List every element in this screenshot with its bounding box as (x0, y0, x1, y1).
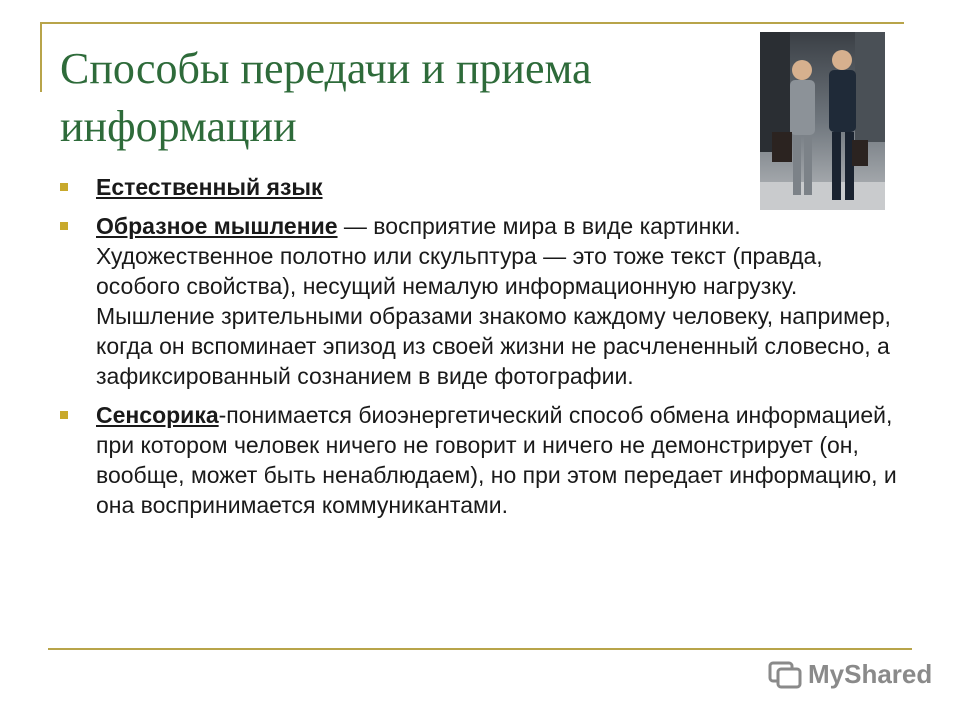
bullet-item-sensorics (58, 400, 898, 520)
myshared-watermark (768, 654, 932, 694)
left-divider (40, 22, 42, 92)
bullet-term: Естественный язык (96, 174, 323, 200)
bullet-term: Сенсорика (96, 402, 219, 428)
bullet-item-natural-language (58, 172, 898, 202)
bullet-list (58, 172, 898, 529)
bullet-term: Образное мышление (96, 213, 338, 239)
bullet-marker (60, 222, 68, 230)
myshared-logo-icon (768, 659, 802, 689)
bullet-text: — восприятие мира в виде картинки. Художественное полотно или скульптура — это тоже текст (правда, особого свойства), несущий немалую информационную нагрузку. Мышление зрительными образами знакомо каждому человеку, например, когда он вспоминает эпизод из своей жизни не расчлененный словесно, а зафиксированный сознанием в виде фотографии. (96, 213, 891, 389)
bullet-marker (60, 183, 68, 191)
bullet-text: -понимается биоэнергетический способ обмена информацией, при котором человек ничего не говорит и ничего не демонстрирует (он, вообще, может быть ненаблюдаем), но при этом передает информацию, и она воспринимается коммуникантами. (96, 402, 897, 518)
bottom-divider (48, 648, 912, 650)
bullet-item-imagery-thinking (58, 211, 898, 391)
watermark-text: MyShared (808, 658, 933, 689)
slide-title: Способы передачи и приема информации (60, 44, 592, 151)
bullet-marker (60, 411, 68, 419)
top-divider (40, 22, 904, 24)
